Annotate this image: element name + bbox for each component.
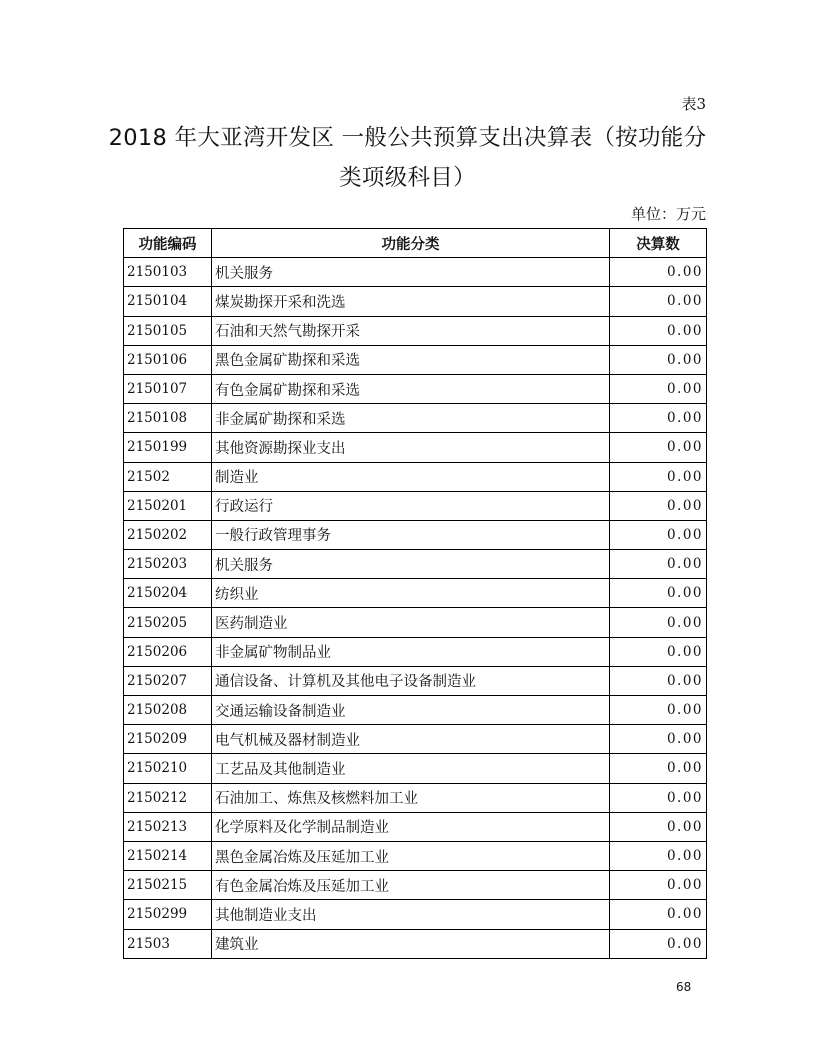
code-cell: 2150210 [124,754,212,783]
category-cell: 黑色金属冶炼及压延加工业 [212,841,610,870]
table-row [124,345,707,374]
expenditure-table [123,228,707,959]
table-row [124,374,707,403]
amount-cell: 0.00 [610,900,707,929]
table-row [124,404,707,433]
amount-cell: 0.00 [610,841,707,870]
table-row [124,491,707,520]
code-cell: 2150299 [124,900,212,929]
category-cell: 工艺品及其他制造业 [212,754,610,783]
table-label: 表3 [681,95,706,113]
amount-cell: 0.00 [610,462,707,491]
amount-cell: 0.00 [610,316,707,345]
category-cell: 有色金属冶炼及压延加工业 [212,871,610,900]
code-cell: 2150208 [124,696,212,725]
category-cell: 交通运输设备制造业 [212,696,610,725]
table-row [124,696,707,725]
amount-cell: 0.00 [610,404,707,433]
category-cell: 非金属矿勘探和采选 [212,404,610,433]
amount-cell: 0.00 [610,725,707,754]
category-cell: 石油加工、炼焦及核燃料加工业 [212,783,610,812]
code-cell: 2150203 [124,550,212,579]
table-row [124,841,707,870]
code-cell: 2150204 [124,579,212,608]
category-cell: 行政运行 [212,491,610,520]
unit-label: 单位：万元 [630,205,706,223]
amount-cell: 0.00 [610,374,707,403]
table-row [124,316,707,345]
table-row [124,462,707,491]
amount-cell: 0.00 [610,287,707,316]
amount-cell: 0.00 [610,754,707,783]
category-cell: 非金属矿物制品业 [212,637,610,666]
code-cell: 2150108 [124,404,212,433]
table-row [124,754,707,783]
amount-cell: 0.00 [610,637,707,666]
header-amount: 决算数 [610,229,707,258]
table-row [124,579,707,608]
amount-cell: 0.00 [610,258,707,287]
table-row [124,608,707,637]
header-code: 功能编码 [124,229,212,258]
code-cell: 21503 [124,929,212,958]
code-cell: 2150215 [124,871,212,900]
category-cell: 电气机械及器材制造业 [212,725,610,754]
amount-cell: 0.00 [610,696,707,725]
page-number: 68 [676,980,692,994]
code-cell: 21502 [124,462,212,491]
amount-cell: 0.00 [610,520,707,549]
table-row [124,550,707,579]
table-row [124,783,707,812]
header-category: 功能分类 [212,229,610,258]
amount-cell: 0.00 [610,433,707,462]
category-cell: 化学原料及化学制品制造业 [212,812,610,841]
code-cell: 2150205 [124,608,212,637]
table-row [124,812,707,841]
code-cell: 2150105 [124,316,212,345]
table-row [124,900,707,929]
code-cell: 2150201 [124,491,212,520]
amount-cell: 0.00 [610,491,707,520]
code-cell: 2150106 [124,345,212,374]
amount-cell: 0.00 [610,666,707,695]
code-cell: 2150214 [124,841,212,870]
code-cell: 2150199 [124,433,212,462]
table-row [124,929,707,958]
table-row [124,725,707,754]
page-title: 2018 年大亚湾开发区 一般公共预算支出决算表（按功能分类项级科目） [108,125,707,191]
code-cell: 2150104 [124,287,212,316]
amount-cell: 0.00 [610,929,707,958]
category-cell: 有色金属矿勘探和采选 [212,374,610,403]
table-row [124,287,707,316]
amount-cell: 0.00 [610,871,707,900]
category-cell: 其他资源勘探业支出 [212,433,610,462]
category-cell: 其他制造业支出 [212,900,610,929]
category-cell: 煤炭勘探开采和洗选 [212,287,610,316]
table-header-row [124,229,707,258]
table-row [124,637,707,666]
code-cell: 2150209 [124,725,212,754]
amount-cell: 0.00 [610,579,707,608]
code-cell: 2150103 [124,258,212,287]
code-cell: 2150206 [124,637,212,666]
category-cell: 通信设备、计算机及其他电子设备制造业 [212,666,610,695]
table-row [124,871,707,900]
category-cell: 医药制造业 [212,608,610,637]
code-cell: 2150202 [124,520,212,549]
code-cell: 2150212 [124,783,212,812]
category-cell: 建筑业 [212,929,610,958]
category-cell: 机关服务 [212,258,610,287]
table-row [124,433,707,462]
amount-cell: 0.00 [610,608,707,637]
category-cell: 制造业 [212,462,610,491]
category-cell: 石油和天然气勘探开采 [212,316,610,345]
table-row [124,666,707,695]
category-cell: 纺织业 [212,579,610,608]
code-cell: 2150107 [124,374,212,403]
amount-cell: 0.00 [610,345,707,374]
amount-cell: 0.00 [610,783,707,812]
category-cell: 机关服务 [212,550,610,579]
table-body [124,258,707,959]
table-row [124,258,707,287]
code-cell: 2150213 [124,812,212,841]
amount-cell: 0.00 [610,812,707,841]
table-row [124,520,707,549]
category-cell: 黑色金属矿勘探和采选 [212,345,610,374]
category-cell: 一般行政管理事务 [212,520,610,549]
amount-cell: 0.00 [610,550,707,579]
code-cell: 2150207 [124,666,212,695]
